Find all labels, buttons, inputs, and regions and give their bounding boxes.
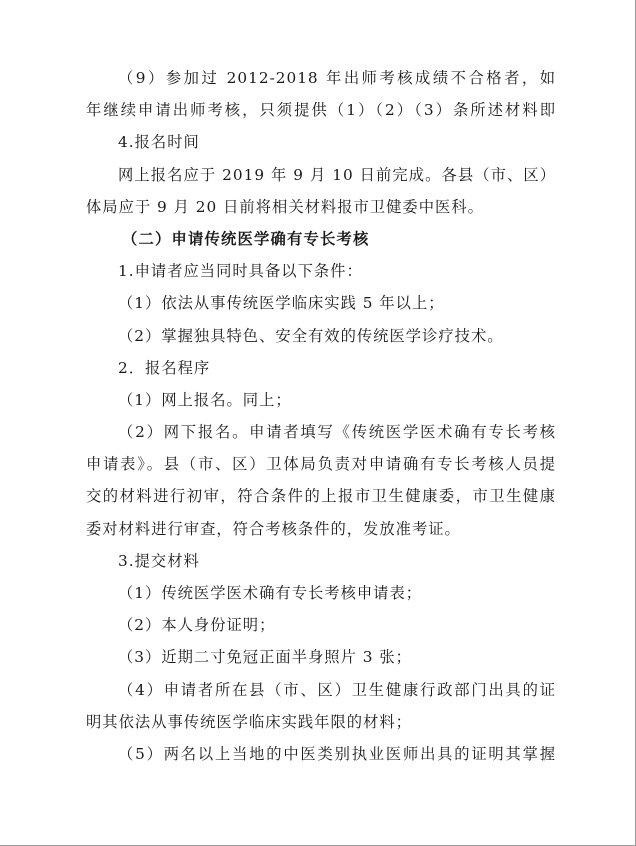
material-1: （1）传统医学医术确有专长考核申请表； <box>118 584 423 602</box>
section-4-title: 4.报名时间 <box>118 133 200 152</box>
conditions-title: 1.申请者应当同时具备以下条件： <box>118 262 363 281</box>
procedure-title: 2．报名程序 <box>118 358 211 377</box>
procedure-2-line-4: 委对材料进行审查，符合考核条件的，发放准考证。 <box>86 519 461 538</box>
item-9-line-2: 年继续申请出师考核，只须提供（1）（2）（3）条所述材料即 <box>86 101 556 120</box>
material-4-line-2: 明其依法从事传统医学临床实践年限的材料； <box>86 712 412 731</box>
materials-title: 3.提交材料 <box>118 551 200 570</box>
registration-time-line-2: 体局应于 9 月 20 日前将相关材料报市卫健委中医科。 <box>86 197 484 216</box>
procedure-2-line-2: 申请表》。县（市、区）卫体局负责对申请确有专长考核人员提 <box>86 455 556 474</box>
procedure-2-line-1: （2）网下报名。申请者填写《传统医学医术确有专长考核 <box>118 423 556 442</box>
material-4-line-1: （4）申请者所在县（市、区）卫生健康行政部门出具的证 <box>118 680 556 699</box>
procedure-1: （1）网上报名。同上； <box>118 390 292 409</box>
registration-time-line-1: 网上报名应于 2019 年 9 月 10 日前完成。各县（市、区） <box>118 165 556 184</box>
item-9-line-1: （9）参加过 2012-2018 年出师考核成绩不合格者，如 <box>118 69 556 87</box>
material-2: （2）本人身份证明； <box>118 616 276 635</box>
condition-1: （1）依法从事传统医学临床实践 5 年以上； <box>118 294 445 313</box>
material-5-line-1: （5）两名以上当地的中医类别执业医师出具的证明其掌握 <box>118 744 556 763</box>
procedure-2-line-3: 交的材料进行初审，符合条件的上报市卫生健康委，市卫生健康 <box>86 487 556 506</box>
section-heading-2: （二）申请传统医学确有专长考核 <box>122 229 370 248</box>
material-3: （3）近期二寸免冠正面半身照片 3 张； <box>118 648 412 667</box>
condition-2: （2）掌握独具特色、安全有效的传统医学诊疗技术。 <box>118 326 504 345</box>
document-body <box>86 62 556 770</box>
